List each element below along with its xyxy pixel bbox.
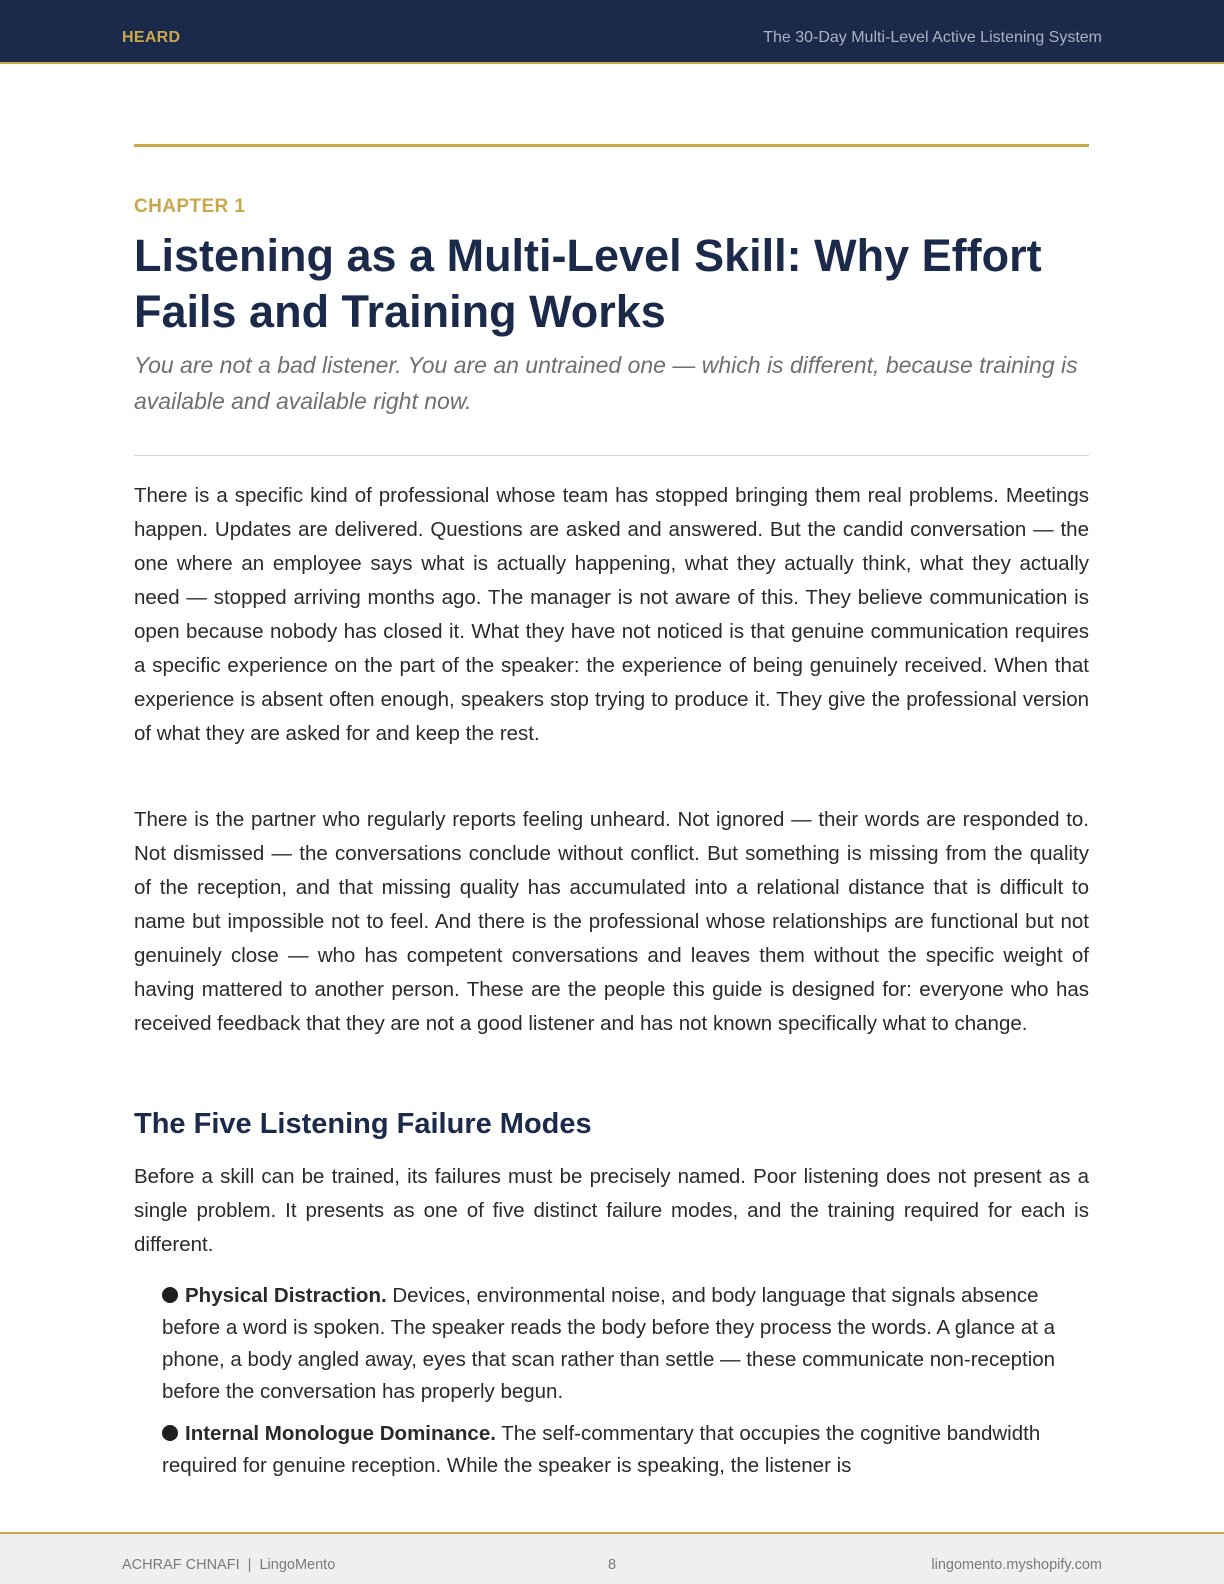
section-heading: The Five Listening Failure Modes [134, 1108, 592, 1140]
chapter-title: Listening as a Multi-Level Skill: Why Effort Fails and Training Works [134, 230, 1042, 337]
bullet-icon [162, 1287, 178, 1303]
body-paragraph: There is a specific kind of professional whose team has stopped bringing them real problems. Meetings happen. Updates are delivered. Questions are asked and answered. But the candid conversation — the one where an employee says what is actually happening, what they actually think, what they actually need — stopped arriving months ago. The manager is not aware of this. They believe communication is open because nobody has closed it. What they have not noticed is that genuine communication requires a specific experience on the part of the speaker: the experience of being genuinely received. When that experience is absent often enough, speakers stop trying to produce it. They give the professional version of what they are asked for and keep the rest. [134, 484, 1089, 745]
list-item [162, 1280, 1087, 1408]
section-divider [134, 455, 1089, 456]
list-item-term: Physical Distraction. [185, 1284, 387, 1307]
page-header [0, 0, 1224, 64]
list-item-text: The self-commentary that occupies the cognitive bandwidth required for genuine reception. While the speaker is speaking, the listener is [162, 1422, 1041, 1477]
chapter-label: CHAPTER 1 [134, 196, 246, 217]
header-book-title: The 30-Day Multi-Level Active Listening System [763, 29, 1102, 46]
chapter-divider [134, 144, 1089, 147]
chapter-subtitle: You are not a bad listener. You are an untrained one — which is different, because training is available and available right now. [134, 352, 1078, 414]
header-brand: HEARD [122, 29, 181, 46]
list-item [162, 1418, 1087, 1482]
bullet-icon [162, 1425, 178, 1441]
list-item-text: Devices, environmental noise, and body language that signals absence before a word is spoken. The speaker reads the body before they process the words. A glance at a phone, a body angled away, eyes that scan rather than settle — these communicate non-reception before the conversation has properly begun. [162, 1284, 1056, 1403]
footer-author: ACHRAF CHNAFI | LingoMento [122, 1557, 336, 1573]
list-item-term: Internal Monologue Dominance. [185, 1422, 496, 1445]
page-footer [0, 1532, 1224, 1584]
section-intro: Before a skill can be trained, its failures must be precisely named. Poor listening does not present as a single problem. It presents as one of five distinct failure modes, and the training required for each is different. [134, 1165, 1089, 1256]
footer-website-link[interactable]: lingomento.myshopify.com [931, 1557, 1102, 1573]
page-number: 8 [607, 1557, 617, 1573]
body-paragraph: There is the partner who regularly reports feeling unheard. Not ignored — their words are responded to. Not dismissed — the conversations conclude without conflict. But something is missing from the quality of the reception, and that missing quality has accumulated into a relational distance that is difficult to name but impossible not to feel. And there is the professional whose relationships are functional but not genuinely close — who has competent conversations and leaves them without the specific weight of having mattered to another person. These are the people this guide is designed for: everyone who has received feedback that they are not a good listener and has not known specifically what to change. [134, 808, 1089, 1035]
